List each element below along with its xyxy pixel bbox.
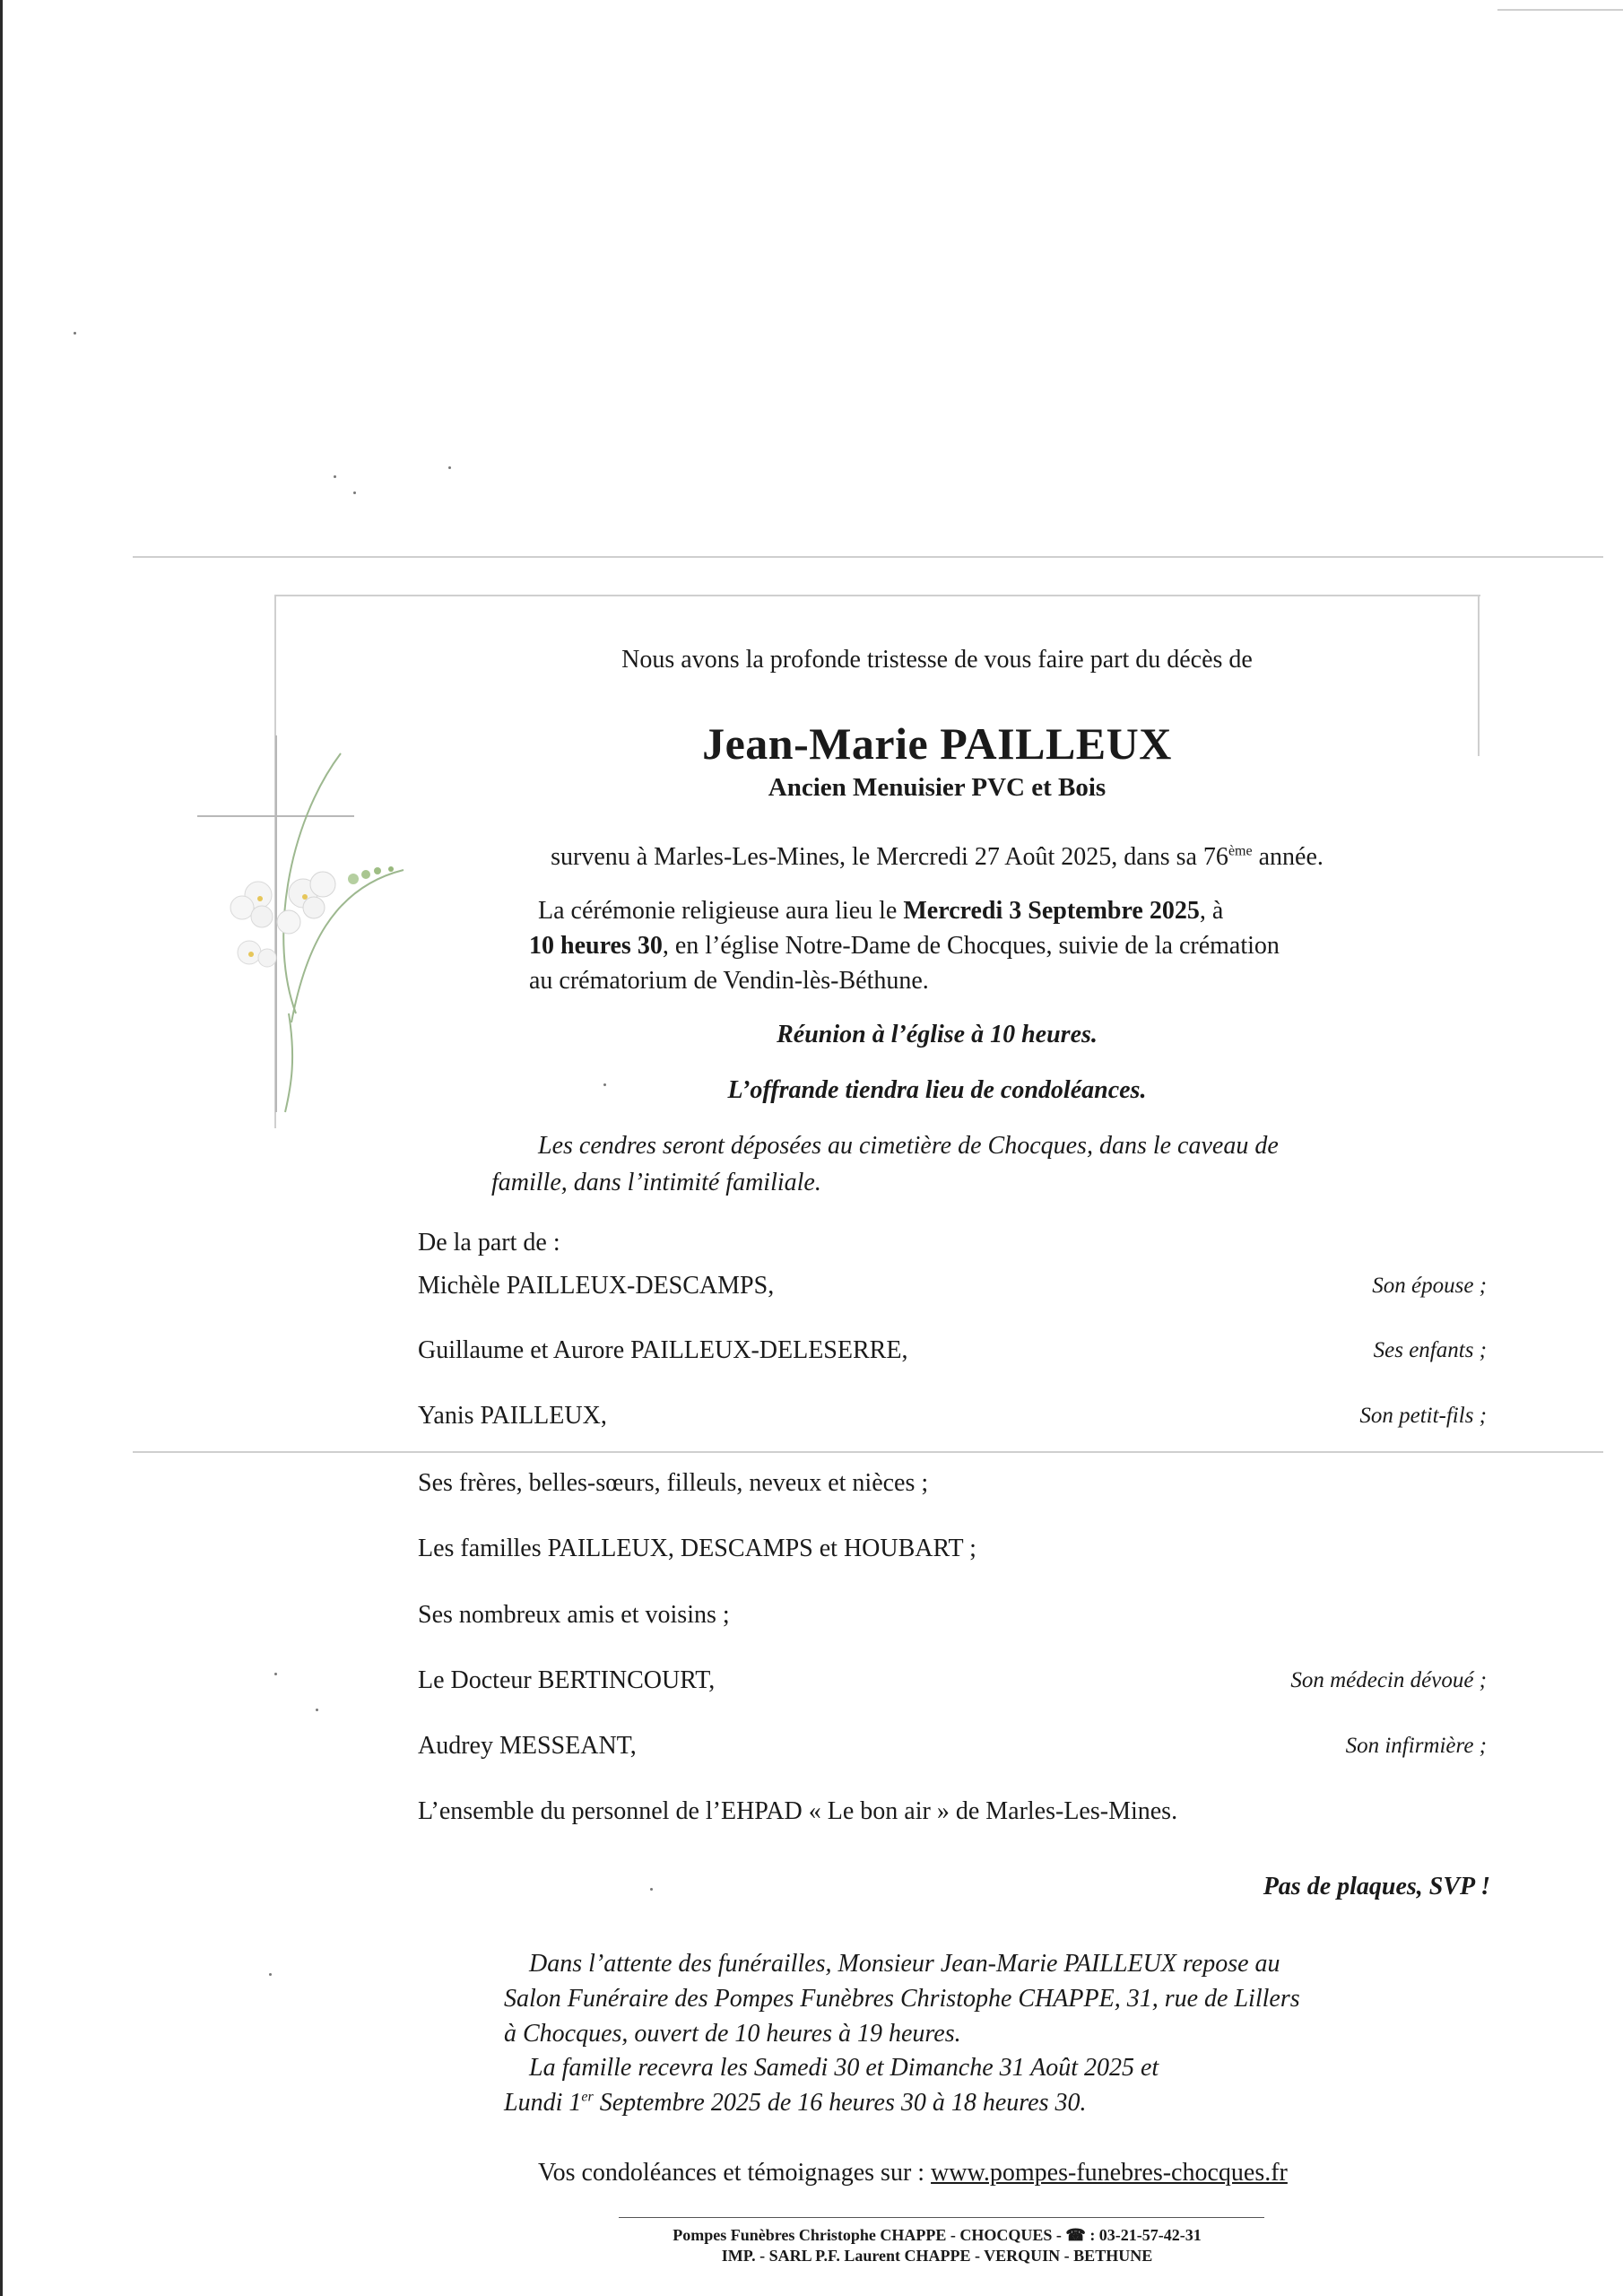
family-member-role: Son infirmière ; [1345,1734,1487,1758]
ceremony-line-2: 10 heures 30, en l’église Notre-Dame de Chocques, suivie de la crémation [529,932,1280,960]
funeral-home-line-5: Lundi 1er Septembre 2025 de 16 heures 30 à 18 heures 30. [504,2089,1087,2117]
ceremony-line-1: La cérémonie religieuse aura lieu le Mercredi 3 Septembre 2025, à [538,897,1224,925]
fold-line [133,1451,1603,1453]
meeting-note: Réunion à l’église à 10 heures. [777,1021,1098,1048]
speck [269,1973,272,1976]
family-member-role: Ses enfants ; [1373,1338,1487,1362]
speck [650,1888,653,1891]
family-member-name: Ses nombreux amis et voisins ; [418,1601,730,1629]
frame-top-outer [133,556,1603,558]
family-member-role: Son petit-fils ; [1359,1404,1487,1428]
footer-line-2: IMP. - SARL P.F. Laurent CHAPPE - VERQUIN - BETHUNE [721,2247,1153,2265]
website-link[interactable]: www.pompes-funebres-chocques.fr [931,2159,1288,2187]
family-member-name: L’ensemble du personnel de l’EHPAD « Le bon air » de Marles-Les-Mines. [418,1797,1178,1825]
ashes-line-1: Les cendres seront déposées au cimetière de Chocques, dans le caveau de [538,1132,1279,1160]
speck [274,1673,277,1675]
family-member-name: Le Docteur BERTINCOURT, [418,1666,716,1694]
funeral-home-line-1: Dans l’attente des funérailles, Monsieur Jean-Marie PAILLEUX repose au [529,1950,1280,1978]
scan-edge [0,0,3,2296]
intro-text: Nous avons la profonde tristesse de vous faire part du décès de [621,646,1253,674]
speck [448,466,451,469]
speck [74,332,76,335]
funeral-home-line-2: Salon Funéraire des Pompes Funèbres Christophe CHAPPE, 31, rue de Lillers [504,1985,1300,2013]
family-member-name: Audrey MESSEANT, [418,1732,637,1760]
family-member-name: Les familles PAILLEUX, DESCAMPS et HOUBART ; [418,1535,976,1562]
no-plaques-note: Pas de plaques, SVP ! [1263,1873,1490,1900]
occupation: Ancien Menuisier PVC et Bois [768,773,1107,802]
funeral-home-line-3: à Chocques, ouvert de 10 heures à 19 heures. [504,2020,961,2048]
speck [334,475,336,478]
condolences-line: Vos condoléances et témoignages sur : www.pompes-funebres-chocques.fr [538,2159,1288,2187]
scan-line [1497,9,1623,11]
footer-line-1: Pompes Funèbres Christophe CHAPPE - CHOCQUES - ☎ : 03-21-57-42-31 [673,2226,1202,2244]
family-member-name: Guillaume et Aurore PAILLEUX-DELESERRE, [418,1336,908,1364]
family-member-name: Ses frères, belles-sœurs, filleuls, neveux et nièces ; [418,1469,929,1497]
frame-top-inner [274,595,1480,596]
phone-icon: ☎ [1065,2226,1086,2244]
footer-rule [619,2217,1264,2218]
speck [316,1709,318,1711]
ceremony-line-3: au crématorium de Vendin-lès-Béthune. [529,967,929,995]
funeral-home-line-4: La famille recevra les Samedi 30 et Dimanche 31 Août 2025 et [529,2054,1159,2082]
family-member-role: Son médecin dévoué ; [1290,1668,1487,1692]
family-member-name: Michèle PAILLEUX-DESCAMPS, [418,1272,775,1300]
deceased-name: Jean-Marie PAILLEUX [702,718,1172,769]
death-details: survenu à Marles-Les-Mines, le Mercredi 27 Août 2025, dans sa 76ème année. [551,843,1324,871]
family-member-role: Son épouse ; [1372,1274,1487,1298]
family-header: De la part de : [418,1229,560,1257]
speck [353,491,356,494]
ashes-line-2: famille, dans l’intimité familiale. [491,1169,821,1196]
offering-note: L’offrande tiendra lieu de condoléances. [727,1076,1147,1104]
family-member-name: Yanis PAILLEUX, [418,1402,607,1430]
